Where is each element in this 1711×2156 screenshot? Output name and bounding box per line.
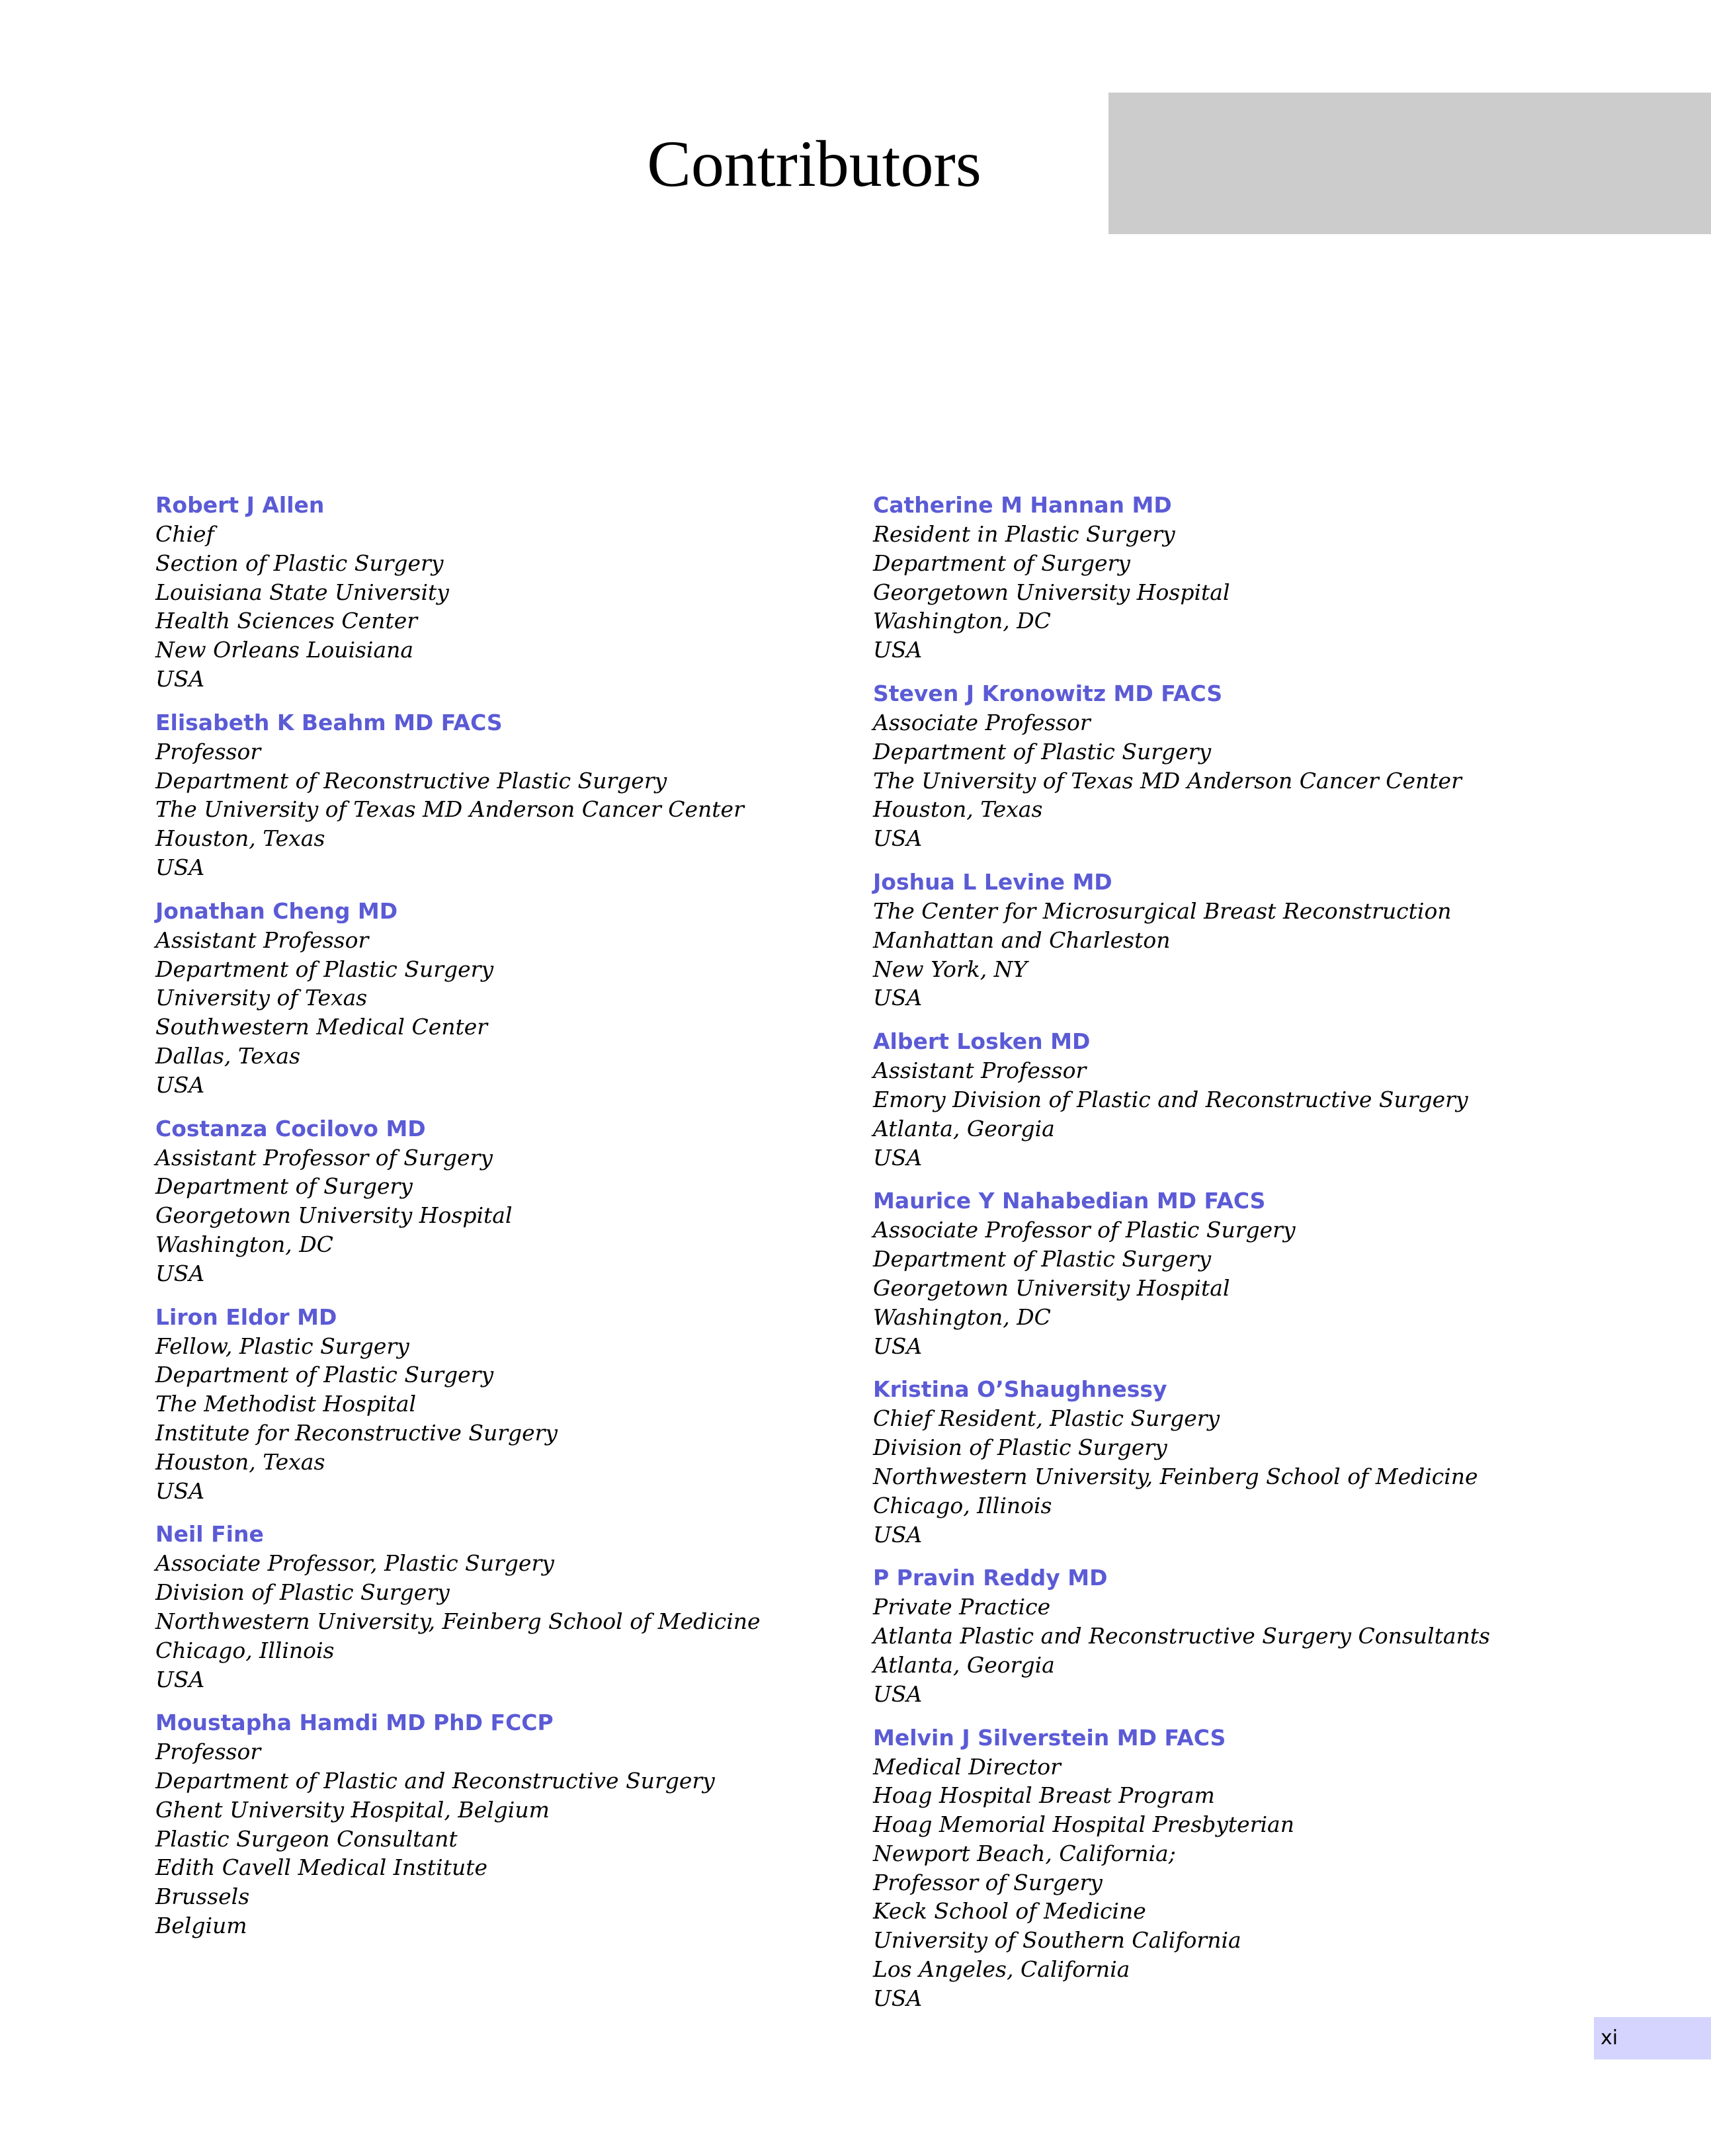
- contributor-affiliation-line: Atlanta Plastic and Reconstructive Surgery Consultants: [873, 1623, 1490, 1649]
- contributor-affiliation-line: USA: [873, 1333, 923, 1359]
- contributor-affiliation-line: University of Southern California: [873, 1927, 1241, 1954]
- contributor-affiliation-line: Chief Resident, Plastic Surgery: [873, 1405, 1220, 1432]
- contributor-affiliation-line: USA: [873, 1144, 923, 1171]
- contributor-name: Jonathan Cheng MD: [155, 897, 398, 924]
- contributor-entry: [155, 1114, 856, 1288]
- contributor-affiliation-line: Section of Plastic Surgery: [155, 550, 444, 576]
- contributor-affiliation-line: Department of Plastic Surgery: [155, 1362, 494, 1388]
- contributor-affiliation-line: Washington, DC: [873, 1304, 1051, 1330]
- contributor-affiliation-line: New Orleans Louisiana: [155, 637, 414, 663]
- contributor-affiliation-line: Institute for Reconstructive Surgery: [155, 1419, 558, 1446]
- contributor-entry: [155, 1708, 856, 1940]
- contributor-affiliation-line: Associate Professor of Plastic Surgery: [873, 1217, 1296, 1243]
- contributor-affiliation-line: Los Angeles, California: [873, 1956, 1130, 1983]
- contributor-affiliation-line: The University of Texas MD Anderson Cancer Center: [155, 796, 744, 823]
- contributor-affiliation-line: USA: [155, 665, 205, 692]
- contributor-affiliation-line: Department of Plastic Surgery: [873, 1246, 1212, 1272]
- contributor-entry: [873, 1375, 1574, 1549]
- contributor-affiliation-line: USA: [155, 854, 205, 880]
- contributor-affiliation-line: USA: [155, 1260, 205, 1286]
- contributor-entry: [155, 1520, 856, 1694]
- contributor-affiliation-line: Belgium: [155, 1913, 247, 1939]
- contributor-name: Steven J Kronowitz MD FACS: [873, 680, 1223, 706]
- contributor-affiliation-line: Keck School of Medicine: [873, 1898, 1146, 1925]
- contributor-name: P Pravin Reddy MD: [873, 1565, 1108, 1591]
- contributor-affiliation-line: Northwestern University, Feinberg School of Medicine: [155, 1608, 761, 1634]
- contributor-affiliation-line: Chicago, Illinois: [873, 1492, 1052, 1518]
- contributor-affiliation-line: USA: [873, 637, 923, 663]
- page-number: xi: [1594, 2017, 1711, 2059]
- contributor-entry: [873, 1027, 1574, 1172]
- contributor-affiliation-line: Division of Plastic Surgery: [873, 1434, 1167, 1461]
- contributor-affiliation-line: Emory Division of Plastic and Reconstructive Surgery: [873, 1086, 1468, 1112]
- contributor-name: Albert Losken MD: [873, 1028, 1091, 1055]
- contributor-affiliation-line: The Methodist Hospital: [155, 1391, 417, 1417]
- contributor-affiliation-line: Resident in Plastic Surgery: [873, 521, 1175, 547]
- contributor-affiliation-line: Private Practice: [873, 1594, 1051, 1620]
- contributor-entry: [873, 679, 1574, 853]
- contributor-affiliation-line: The Center for Microsurgical Breast Reconstruction: [873, 897, 1452, 924]
- contributor-affiliation-line: Department of Surgery: [155, 1173, 413, 1200]
- contributor-affiliation-line: Georgetown University Hospital: [873, 1274, 1230, 1301]
- contributor-affiliation-line: Department of Reconstructive Plastic Surgery: [155, 767, 667, 794]
- contributor-affiliation-line: Health Sciences Center: [155, 608, 417, 634]
- contributor-affiliation-line: Atlanta, Georgia: [873, 1115, 1055, 1141]
- contributor-affiliation-line: Department of Plastic Surgery: [873, 738, 1212, 765]
- contributor-name: Maurice Y Nahabedian MD FACS: [873, 1188, 1266, 1214]
- contributor-affiliation-line: Department of Plastic and Reconstructive Surgery: [155, 1768, 715, 1794]
- contributor-affiliation-line: Medical Director: [873, 1753, 1061, 1780]
- contributor-affiliation-line: Hoag Memorial Hospital Presbyterian: [873, 1811, 1294, 1838]
- contributor-affiliation-line: Fellow, Plastic Surgery: [155, 1333, 409, 1359]
- contributor-affiliation-line: Northwestern University, Feinberg School of Medicine: [873, 1463, 1478, 1489]
- contributor-affiliation-line: Professor: [155, 1739, 261, 1765]
- contributor-entry: [873, 1186, 1574, 1360]
- contributor-entry: [155, 491, 856, 694]
- contributor-affiliation-line: Edith Cavell Medical Institute: [155, 1854, 488, 1881]
- contributor-name: Costanza Cocilovo MD: [155, 1115, 426, 1141]
- contributor-affiliation-line: USA: [155, 1666, 205, 1692]
- contributor-affiliation-line: Louisiana State University: [155, 579, 449, 605]
- contributor-affiliation-line: Newport Beach, California;: [873, 1840, 1176, 1866]
- contributor-name: Robert J Allen: [155, 492, 325, 518]
- contributors-column-left: [155, 491, 856, 1955]
- contributor-affiliation-line: Houston, Texas: [155, 1448, 325, 1475]
- contributor-affiliation-line: Plastic Surgeon Consultant: [155, 1825, 458, 1852]
- contributor-affiliation-line: Manhattan and Charleston: [873, 927, 1171, 953]
- contributor-affiliation-line: USA: [873, 1985, 923, 2011]
- contributor-affiliation-line: Washington, DC: [155, 1231, 333, 1257]
- contributor-affiliation-line: USA: [873, 985, 923, 1011]
- contributor-entry: [873, 868, 1574, 1013]
- contributor-affiliation-line: Chicago, Illinois: [155, 1637, 335, 1663]
- contributor-affiliation-line: Associate Professor: [873, 709, 1091, 735]
- contributor-affiliation-line: USA: [873, 1521, 923, 1548]
- contributor-affiliation-line: Washington, DC: [873, 608, 1051, 634]
- contributor-affiliation-line: Dallas, Texas: [155, 1042, 301, 1069]
- contributor-affiliation-line: USA: [873, 825, 923, 852]
- contributor-affiliation-line: Assistant Professor: [155, 927, 369, 953]
- contributor-name: Joshua L Levine MD: [873, 868, 1112, 895]
- contributor-affiliation-line: Ghent University Hospital, Belgium: [155, 1796, 550, 1823]
- contributor-affiliation-line: Assistant Professor: [873, 1057, 1087, 1084]
- contributor-name: Moustapha Hamdi MD PhD FCCP: [155, 1710, 554, 1736]
- contributor-entry: [155, 897, 856, 1100]
- contributor-affiliation-line: Chief: [155, 521, 214, 547]
- contributor-affiliation-line: USA: [155, 1477, 205, 1504]
- contributor-name: Elisabeth K Beahm MD FACS: [155, 709, 503, 735]
- contributor-affiliation-line: Associate Professor, Plastic Surgery: [155, 1550, 554, 1577]
- contributors-column-right: [873, 491, 1574, 2028]
- contributor-affiliation-line: Assistant Professor of Surgery: [155, 1144, 493, 1171]
- contributor-affiliation-line: Georgetown University Hospital: [873, 579, 1230, 605]
- contributor-name: Neil Fine: [155, 1521, 264, 1548]
- contributor-affiliation-line: The University of Texas MD Anderson Cancer Center: [873, 767, 1462, 794]
- contributor-entry: [873, 1723, 1574, 2013]
- contributor-affiliation-line: Atlanta, Georgia: [873, 1651, 1055, 1678]
- contributor-entry: [155, 1303, 856, 1506]
- contributor-affiliation-line: Georgetown University Hospital: [155, 1202, 513, 1229]
- contributor-affiliation-line: Hoag Hospital Breast Program: [873, 1782, 1215, 1809]
- contributor-entry: [873, 491, 1574, 665]
- contributor-affiliation-line: University of Texas: [155, 985, 368, 1011]
- contributor-affiliation-line: USA: [873, 1680, 923, 1707]
- contributor-affiliation-line: Houston, Texas: [155, 825, 325, 852]
- contributor-affiliation-line: Department of Plastic Surgery: [155, 956, 494, 982]
- contributor-name: Catherine M Hannan MD: [873, 492, 1172, 518]
- contributor-affiliation-line: Brussels: [155, 1884, 250, 1910]
- contributor-affiliation-line: Professor: [155, 738, 261, 765]
- contributor-entry: [155, 708, 856, 882]
- contributor-affiliation-line: Department of Surgery: [873, 550, 1130, 576]
- contributor-affiliation-line: Division of Plastic Surgery: [155, 1579, 450, 1606]
- contributor-entry: [873, 1563, 1574, 1708]
- page-title: Contributors: [647, 127, 981, 200]
- contributor-affiliation-line: New York, NY: [873, 956, 1028, 982]
- contributor-affiliation-line: Southwestern Medical Center: [155, 1014, 488, 1040]
- contributor-affiliation-line: Houston, Texas: [873, 796, 1043, 823]
- contributor-name: Liron Eldor MD: [155, 1304, 337, 1330]
- contributor-affiliation-line: USA: [155, 1071, 205, 1098]
- contributor-name: Melvin J Silverstein MD FACS: [873, 1724, 1226, 1751]
- contributor-affiliation-line: Professor of Surgery: [873, 1869, 1103, 1895]
- contributor-name: Kristina O’Shaughnessy: [873, 1376, 1167, 1403]
